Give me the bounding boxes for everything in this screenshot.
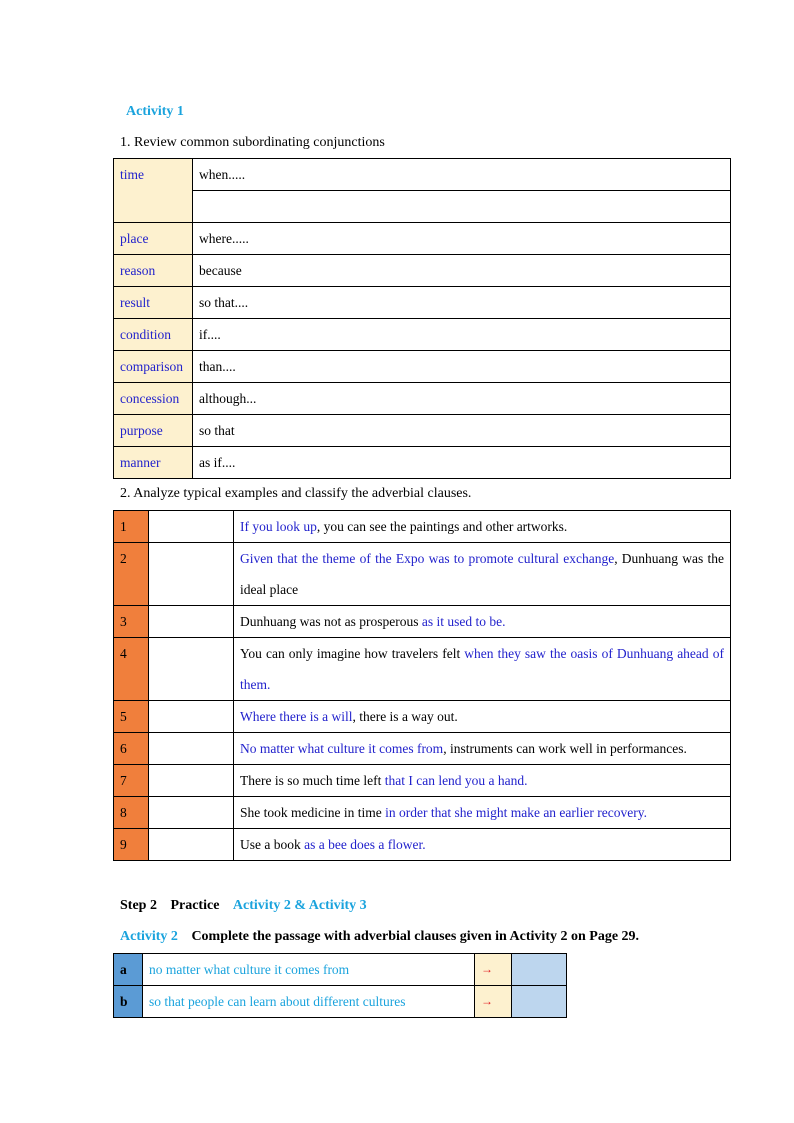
conjunction-cell: although... [193, 383, 731, 415]
clause-text: in order that she might make an earlier recovery. [385, 805, 647, 820]
clause-text: as it used to be. [421, 614, 506, 629]
answer-blank[interactable] [149, 543, 234, 606]
main-text: , you can see the paintings and other artworks. [316, 519, 568, 534]
example-number: 8 [114, 797, 149, 829]
category-cell: concession [114, 383, 193, 415]
step2-activities: Activity 2 & Activity 3 [232, 898, 367, 913]
task2-instruction: 2. Analyze typical examples and classify the adverbial clauses. [120, 486, 472, 501]
main-text: , instruments can work well in performances. [443, 741, 687, 756]
arrow-right-icon: → [475, 986, 512, 1018]
activity2-label: Activity 2 [120, 929, 178, 944]
category-cell: time [114, 159, 193, 223]
step2-heading [120, 898, 367, 914]
conjunction-cell: where..... [193, 223, 731, 255]
example-number: 1 [114, 511, 149, 543]
main-text: There is so much time left [240, 773, 385, 788]
activity2-instruction: Complete the passage with adverbial clauses given in Activity 2 on Page 29. [191, 929, 640, 944]
answer-box[interactable] [512, 986, 567, 1018]
example-sentence [234, 797, 731, 829]
conjunction-cell: when..... [193, 159, 731, 191]
clause-text: that I can lend you a hand. [384, 773, 528, 788]
arrow-right-icon: → [475, 954, 512, 986]
answer-blank[interactable] [149, 511, 234, 543]
answer-blank[interactable] [149, 797, 234, 829]
category-cell: reason [114, 255, 193, 287]
task1-instruction: 1. Review common subordinating conjunctions [120, 135, 385, 150]
conjunction-cell: so that [193, 415, 731, 447]
category-cell: purpose [114, 415, 193, 447]
example-number: 6 [114, 733, 149, 765]
example-number: 5 [114, 701, 149, 733]
example-sentence [234, 638, 731, 701]
example-number: 9 [114, 829, 149, 861]
example-sentence [234, 543, 731, 606]
main-text: , there is a way out. [352, 709, 458, 724]
main-text: She took medicine in time [240, 805, 386, 820]
example-number: 7 [114, 765, 149, 797]
main-text: You can only imagine how travelers felt [240, 646, 465, 661]
activity2-heading [120, 929, 639, 945]
answer-blank[interactable] [149, 829, 234, 861]
category-cell: condition [114, 319, 193, 351]
example-sentence [234, 511, 731, 543]
step2-label: Step 2 [120, 898, 157, 913]
clause-text: Given that the theme of the Expo was to promote cultural exchange [240, 551, 615, 566]
conjunction-cell: if.... [193, 319, 731, 351]
step2-practice: Practice [170, 898, 220, 913]
conjunction-cell: than.... [193, 351, 731, 383]
row-letter: a [114, 954, 143, 986]
example-number: 3 [114, 606, 149, 638]
answer-box[interactable] [512, 954, 567, 986]
answer-blank[interactable] [149, 701, 234, 733]
clause-phrase: no matter what culture it comes from [143, 954, 475, 986]
main-text: Dunhuang was not as prosperous [240, 614, 422, 629]
examples-table [113, 510, 731, 861]
row-letter: b [114, 986, 143, 1018]
category-cell: comparison [114, 351, 193, 383]
category-cell: result [114, 287, 193, 319]
clause-text: If you look up [240, 519, 317, 534]
conjunction-cell: because [193, 255, 731, 287]
answer-blank[interactable] [149, 733, 234, 765]
example-number: 4 [114, 638, 149, 701]
example-sentence [234, 829, 731, 861]
clause-text: No matter what culture it comes from [240, 741, 444, 756]
example-sentence [234, 733, 731, 765]
example-sentence [234, 765, 731, 797]
activity2-table [113, 953, 567, 1018]
clause-text: Where there is a will [240, 709, 353, 724]
clause-text: when they saw the oasis of Dunhuang ahead of them. [240, 646, 724, 692]
answer-blank[interactable] [149, 606, 234, 638]
activity1-title: Activity 1 [126, 104, 184, 119]
conjunction-cell-blank [193, 191, 731, 223]
answer-blank[interactable] [149, 765, 234, 797]
conjunction-cell: as if.... [193, 447, 731, 479]
answer-blank[interactable] [149, 638, 234, 701]
example-sentence [234, 606, 731, 638]
example-number: 2 [114, 543, 149, 606]
conjunctions-table [113, 158, 731, 479]
example-sentence [234, 701, 731, 733]
main-text: , Dunhuang was the ideal place [240, 551, 724, 597]
conjunction-cell: so that.... [193, 287, 731, 319]
clause-text: as a bee does a flower. [304, 837, 426, 852]
category-cell: place [114, 223, 193, 255]
category-cell: manner [114, 447, 193, 479]
main-text: Use a book [240, 837, 305, 852]
clause-phrase: so that people can learn about different cultures [143, 986, 475, 1018]
